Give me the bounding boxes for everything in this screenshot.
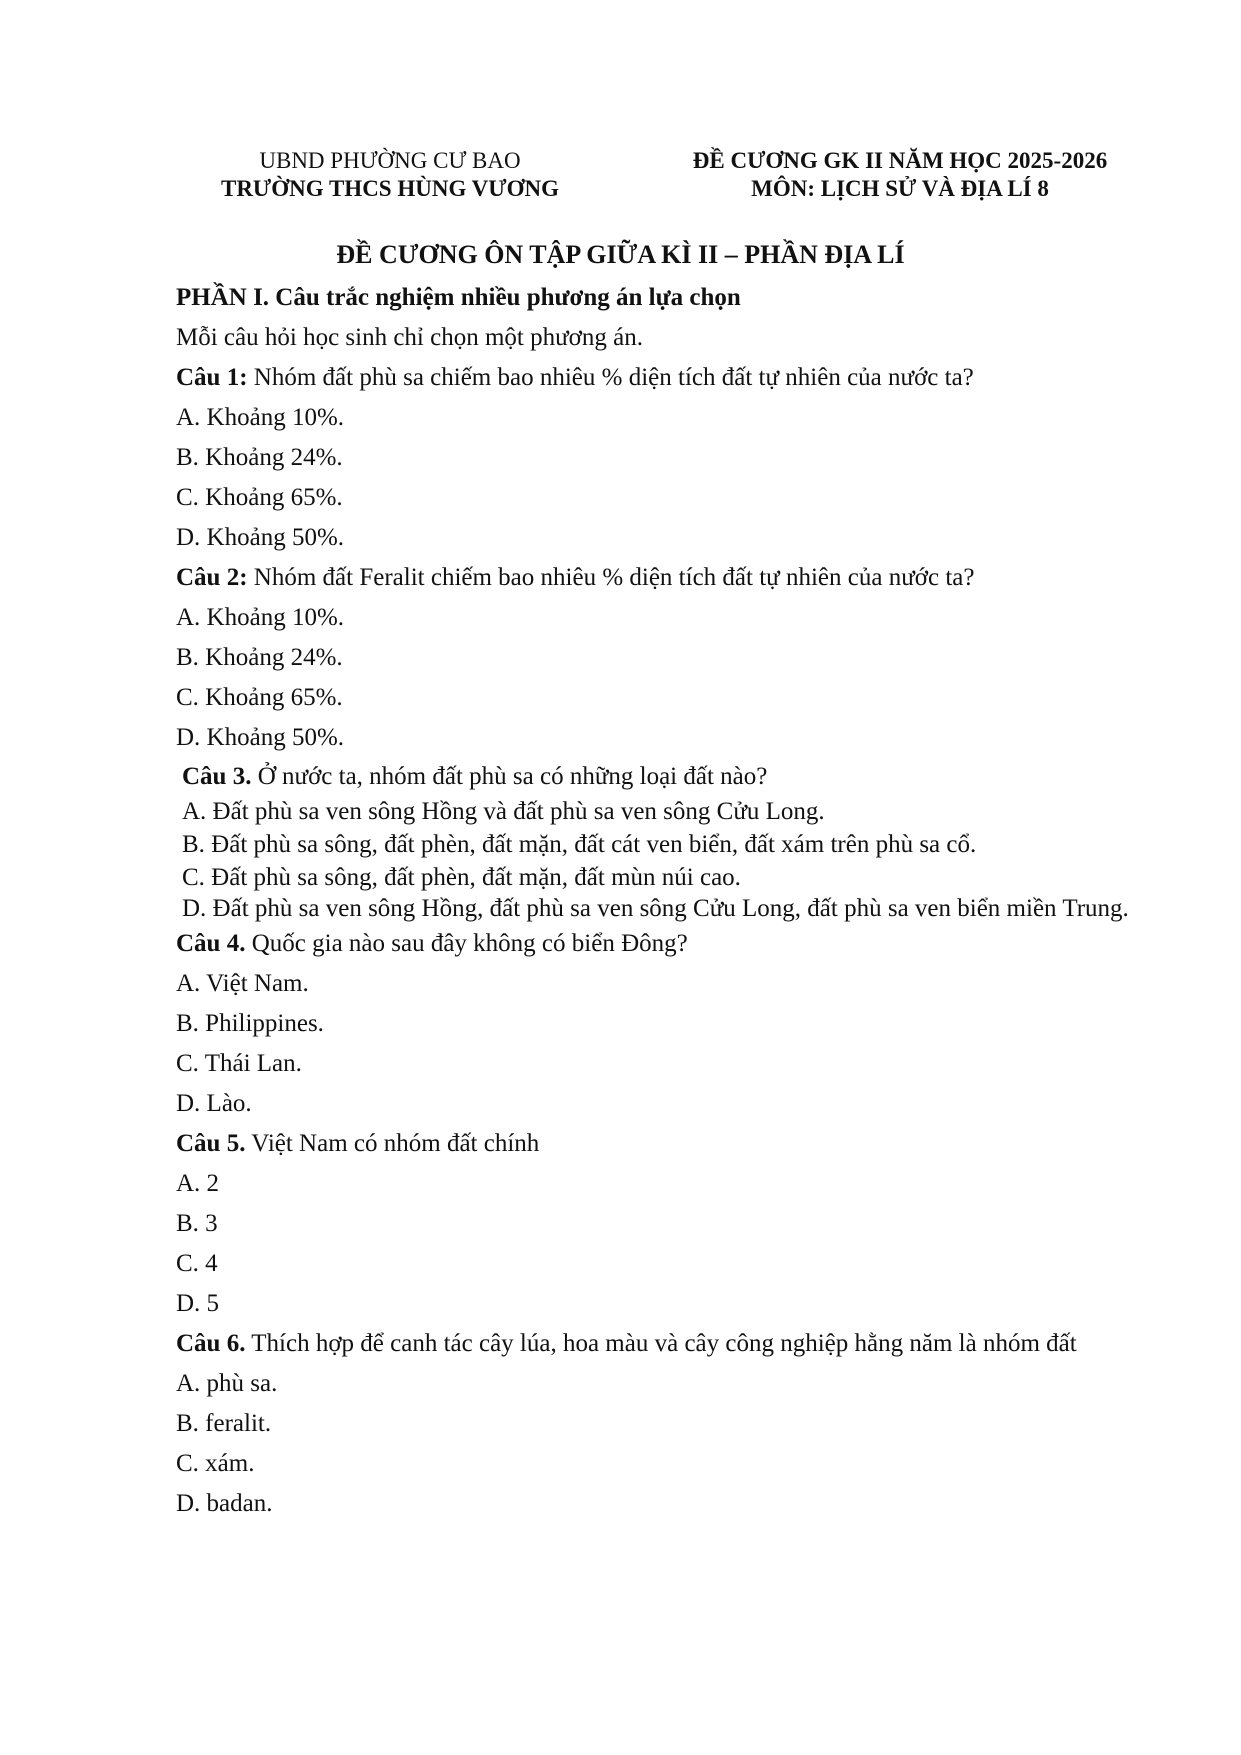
outline-term: ĐỀ CƯƠNG GK II NĂM HỌC 2025-2026	[692, 148, 1108, 173]
authority-name: UBND PHƯỜNG CƯ BAO	[259, 148, 521, 173]
question-stem	[176, 1124, 1156, 1164]
question-label: Câu 3.	[182, 763, 252, 790]
question-stem	[182, 758, 1156, 795]
question-label: Câu 5.	[176, 1130, 246, 1157]
school-name: TRƯỜNG THCS HÙNG VƯƠNG	[220, 176, 559, 201]
question-text: Ở nước ta, nhóm đất phù sa có những loại đất nào?	[251, 763, 768, 790]
option-d: D. 5	[176, 1290, 220, 1317]
option-b: B. Philippines.	[176, 1010, 324, 1037]
question-3	[176, 758, 1156, 924]
header-right	[640, 147, 1160, 203]
question-stem	[176, 358, 1156, 398]
option-a: A. Khoảng 10%.	[176, 404, 345, 431]
option-a: A. Khoảng 10%.	[176, 604, 345, 631]
option-c: C. Thái Lan.	[176, 1050, 302, 1077]
option-c: C. Khoảng 65%.	[176, 684, 343, 711]
header-left	[175, 147, 605, 203]
section-heading: PHẦN I. Câu trắc nghiệm nhiều phương án lựa chọn	[176, 284, 741, 311]
option-d: D. badan.	[176, 1490, 273, 1517]
subject-name: MÔN: LỊCH SỬ VÀ ĐỊA LÍ 8	[751, 176, 1049, 201]
option-a: A. Đất phù sa ven sông Hồng và đất phù sa ven sông Cửu Long.	[182, 798, 825, 825]
option-d: D. Khoảng 50%.	[176, 524, 345, 551]
option-b: B. Khoảng 24%.	[176, 644, 343, 671]
option-c: C. Đất phù sa sông, đất phèn, đất mặn, đất mùn núi cao.	[182, 864, 741, 891]
option-a: A. Việt Nam.	[176, 970, 309, 997]
question-6	[176, 1324, 1156, 1524]
question-4	[176, 924, 1156, 1124]
option-d: D. Khoảng 50%.	[176, 724, 345, 751]
option-c: C. 4	[176, 1250, 218, 1277]
section-instruction: Mỗi câu hỏi học sinh chỉ chọn một phương án.	[176, 324, 643, 351]
option-d: D. Đất phù sa ven sông Hồng, đất phù sa ven sông Cửu Long, đất phù sa ven biển miền Trung.	[182, 895, 1129, 922]
question-5	[176, 1124, 1156, 1324]
question-1	[176, 358, 1156, 558]
question-2	[176, 558, 1156, 758]
option-b: B. 3	[176, 1210, 218, 1237]
option-d: D. Lào.	[176, 1090, 252, 1117]
option-b: B. Đất phù sa sông, đất phèn, đất mặn, đất cát ven biển, đất xám trên phù sa cổ.	[182, 831, 977, 858]
question-text: Quốc gia nào sau đây không có biển Đông?	[245, 930, 688, 957]
document-body	[176, 278, 1156, 1524]
option-a: A. phù sa.	[176, 1370, 278, 1397]
question-text: Nhóm đất Feralit chiếm bao nhiêu % diện tích đất tự nhiên của nước ta?	[247, 564, 975, 591]
question-text: Nhóm đất phù sa chiếm bao nhiêu % diện tích đất tự nhiên của nước ta?	[247, 364, 974, 391]
question-stem	[176, 558, 1156, 598]
question-text: Việt Nam có nhóm đất chính	[245, 1130, 540, 1157]
question-stem	[176, 924, 1156, 964]
option-a: A. 2	[176, 1170, 220, 1197]
option-c: C. Khoảng 65%.	[176, 484, 343, 511]
question-label: Câu 2:	[176, 564, 248, 591]
question-stem	[176, 1324, 1106, 1364]
option-b: B. feralit.	[176, 1410, 272, 1437]
question-text: Thích hợp để canh tác cây lúa, hoa màu và cây công nghiệp hằng năm là nhóm đất	[245, 1330, 1077, 1357]
question-label: Câu 6.	[176, 1330, 246, 1357]
document-header	[0, 147, 1241, 207]
question-label: Câu 4.	[176, 930, 246, 957]
option-c: C. xám.	[176, 1450, 255, 1477]
question-label: Câu 1:	[176, 364, 248, 391]
document-title: ĐỀ CƯƠNG ÔN TẬP GIỮA KÌ II – PHẦN ĐỊA LÍ	[336, 240, 905, 269]
option-b: B. Khoảng 24%.	[176, 444, 343, 471]
